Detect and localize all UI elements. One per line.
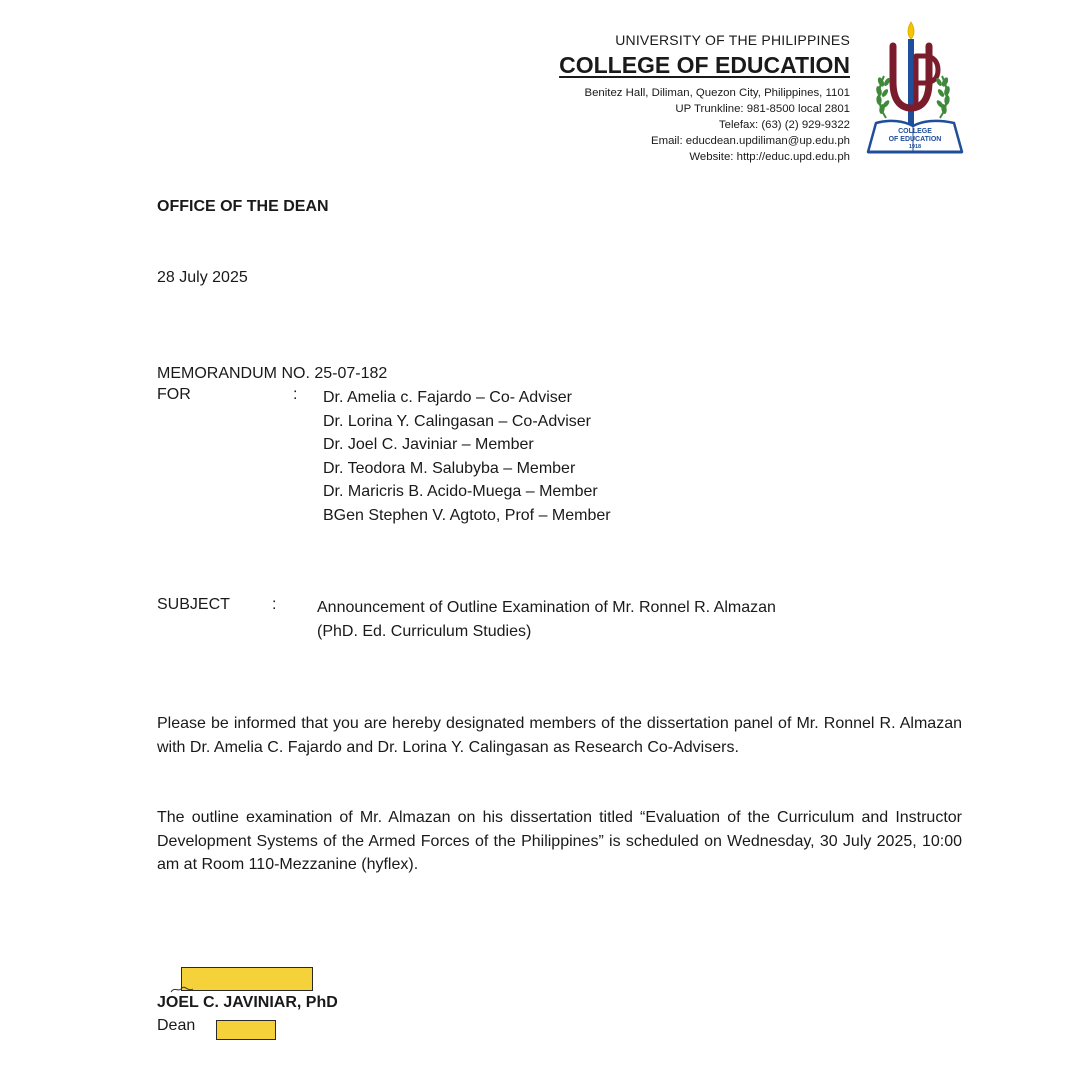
redacted-signature [181, 967, 313, 991]
recipient: Dr. Maricris B. Acido-Muega – Member [323, 483, 598, 500]
address: Benitez Hall, Diliman, Quezon City, Philippines, 1101 [584, 87, 850, 99]
signatory-title: Dean [157, 1017, 196, 1034]
memo-number: MEMORANDUM NO. 25-07-182 [157, 365, 388, 382]
recipient: BGen Stephen V. Agtoto, Prof – Member [323, 506, 611, 524]
email: Email: educdean.updiliman@up.edu.ph [650, 135, 850, 147]
telefax: Telefax: (63) (2) 929-9322 [718, 119, 850, 131]
trunkline: UP Trunkline: 981-8500 local 2801 [675, 103, 850, 115]
recipient: Dr. Amelia c. Fajardo – Co- Adviser [323, 389, 572, 406]
redacted-initials [216, 1020, 276, 1040]
svg-text:OF EDUCATION: OF EDUCATION [888, 136, 942, 143]
subject-line: Announcement of Outline Examination of Mr. Ronnel R. Almazan [317, 599, 776, 616]
signatory-name: JOEL C. JAVINIAR, PhD [157, 994, 338, 1011]
subject-text [317, 596, 776, 643]
college-logo [866, 20, 966, 156]
college-name: COLLEGE OF EDUCATION [559, 52, 850, 78]
body-paragraph-1: Please be informed that you are hereby designated members of the dissertation panel of Mr. Ronnel R. Almazan with Dr. Amelia C. Fajardo and Dr. Lorina Y. Calingasan as Research Co-Advisers. [157, 715, 962, 756]
for-colon: : [293, 386, 298, 403]
subject-colon: : [272, 596, 277, 613]
university-name: UNIVERSITY OF THE PHILIPPINES [615, 32, 850, 48]
recipient: Dr. Teodora M. Salubyba – Member [323, 459, 576, 477]
svg-text:1918: 1918 [908, 144, 922, 150]
college-logo-icon [866, 20, 966, 156]
website: Website: http://educ.upd.edu.ph [689, 151, 850, 163]
subject-label: SUBJECT [157, 596, 230, 613]
office-heading: OFFICE OF THE DEAN [157, 198, 329, 215]
for-label: FOR [157, 386, 191, 403]
recipient-list [323, 386, 611, 527]
letterhead [559, 31, 850, 165]
signature-stroke-icon [170, 984, 194, 994]
svg-text:COLLEGE: COLLEGE [898, 128, 932, 135]
subject-line: (PhD. Ed. Curriculum Studies) [317, 622, 532, 640]
recipient: Dr. Lorina Y. Calingasan – Co-Adviser [323, 412, 591, 430]
memo-date: 28 July 2025 [157, 269, 248, 286]
body-paragraph-2: The outline examination of Mr. Almazan on his dissertation titled “Evaluation of the Curriculum and Instructor Development Systems of the Armed Forces of the Philippines” is scheduled on Wednesday, 30 July 2025, 10:00 am at Room 110-Mezzanine (hyflex). [157, 809, 962, 873]
recipient: Dr. Joel C. Javiniar – Member [323, 436, 534, 453]
